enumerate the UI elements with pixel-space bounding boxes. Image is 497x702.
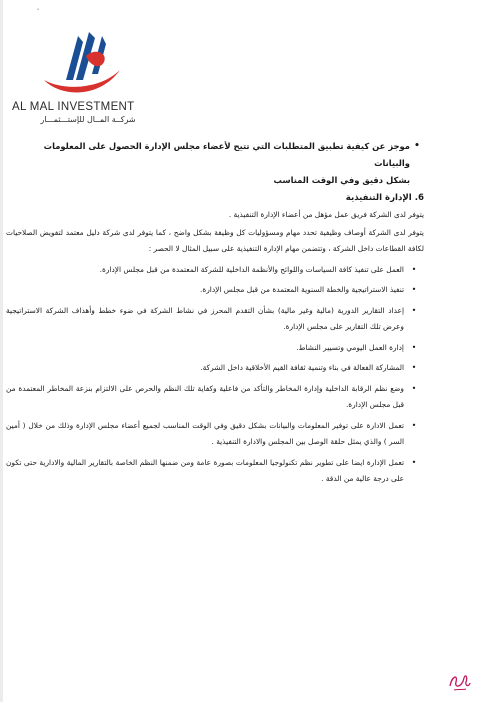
heading-line-2: بشكل دقيق وفي الوقت المناسب bbox=[273, 175, 410, 185]
list-item-text: تعمل الإدارة ايضا على تطوير نظم تكنولوجيا المعلومات بصورة عامة ومن ضمنها النظم الخاصة بالتقارير المالية والادارية حتى تكون على درجة عالية من الدقة . bbox=[6, 457, 404, 483]
list-item bbox=[6, 418, 424, 451]
bullet-icon: • bbox=[411, 363, 417, 372]
list-item-text: المشاركة الفعالة في بناء وتنمية ثقافة القيم الأخلاقية داخل الشركة. bbox=[200, 363, 404, 372]
list-item bbox=[6, 340, 424, 357]
signature-scribble-icon bbox=[446, 668, 472, 692]
heading-text bbox=[6, 138, 410, 189]
bullet-icon: • bbox=[411, 342, 417, 352]
corner-mark: ˇ bbox=[36, 8, 40, 17]
company-logo bbox=[12, 26, 162, 128]
list-item-text: تنفيذ الاستراتيجية والخطة السنوية المعتمدة من قبل مجلس الإدارة. bbox=[200, 285, 404, 294]
document-body bbox=[6, 138, 424, 492]
bullet-icon: • bbox=[411, 305, 417, 315]
logo-text-english: AL MAL INVESTMENT bbox=[12, 101, 135, 113]
bullet-icon: • bbox=[411, 420, 417, 430]
heading-bullet: • bbox=[414, 141, 420, 151]
summary-heading bbox=[6, 138, 424, 189]
list-item-text: إعداد التقارير الدورية (مالية وغير مالية) بشأن التقدم المحرز في نشاط الشركة في ضوء خطط وأهداف الشركة الاستراتيجية وعرض تلك التقارير على مجلس الإدارة. bbox=[6, 305, 404, 331]
bullet-icon: • bbox=[411, 457, 417, 467]
list-item bbox=[6, 262, 424, 279]
list-item-text: تعمل الادارة على توفير المعلومات والبيانات بشكل دقيق وفي الوقت المناسب لجميع أعضاء مجلس الإدارة وذلك من خلال ( أمين السر ) والذي يمثل حلقة الوصل بين المجلس والادارة التنفيذية . bbox=[6, 420, 404, 446]
list-item-text: إدارة العمل اليومي وتسيير النشاط. bbox=[296, 342, 404, 352]
page-left-edge bbox=[0, 0, 3, 702]
list-item bbox=[6, 455, 424, 488]
paragraph-team: يتوفر لدى الشركة فريق عمل مؤهل من أعضاء الإدارة التنفيذية . bbox=[228, 210, 424, 219]
logo-text-arabic: شركــة المــال للإستـــثمـــار bbox=[40, 115, 136, 124]
duties-list bbox=[6, 262, 424, 488]
list-item-text: العمل على تنفيذ كافة السياسات واللوائح والأنظمة الداخلية للشركة المعتمدة من قبل مجلس الإدارة. bbox=[99, 264, 404, 274]
paragraph-job-descriptions: يتوفر لدى الشركة أوصاف وظيفية تحدد مهام ومسؤوليات كل وظيفة بشكل واضح ، كما يتوفر لدى شركة دليل معتمد لتفويض الصلاحيات لكافة القطاعات داخل الشركة ، وتتضمن مهام الإدارة التنفيذية على سبيل المثال لا الحصر : bbox=[6, 227, 424, 253]
bullet-icon: • bbox=[411, 264, 417, 274]
bullet-icon: • bbox=[411, 383, 417, 393]
al-mal-logo-icon bbox=[42, 26, 124, 100]
heading-line-1: موجز عن كيفية تطبيق المتطلبات التي تتيح لأعضاء مجلس الإدارة الحصول على المعلومات والبيانات bbox=[43, 141, 410, 168]
list-item-text: وضع نظم الرقابة الداخلية وإدارة المخاطر والتأكد من فاعلية وكفاية تلك النظم والحرص على الالتزام بنزعة المخاطر المعتمدة من قبل مجلس الإدارة. bbox=[6, 383, 404, 409]
list-item bbox=[6, 360, 424, 377]
section-title: 6. الإدارة التنفيذية bbox=[345, 193, 424, 203]
list-item bbox=[6, 381, 424, 414]
signature bbox=[446, 668, 472, 696]
bullet-icon: • bbox=[411, 285, 417, 294]
list-item bbox=[6, 303, 424, 336]
list-item bbox=[6, 282, 424, 299]
